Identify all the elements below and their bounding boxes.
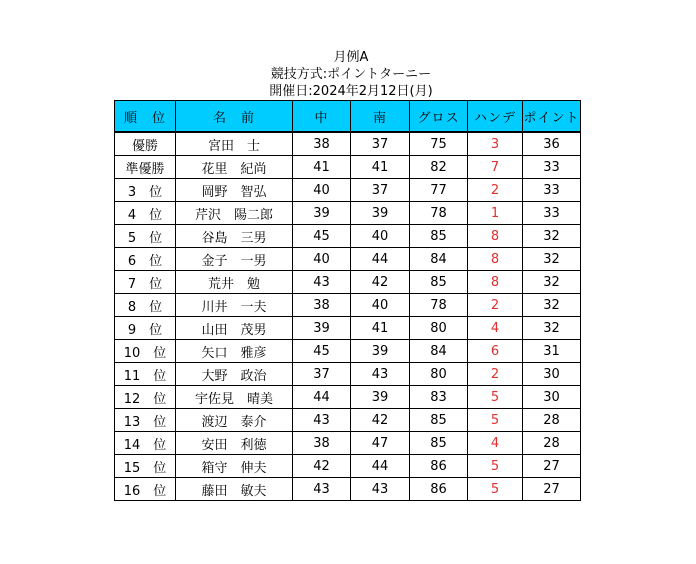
name-cell: 金子 一男 xyxy=(176,248,293,271)
handicap-cell: 7 xyxy=(468,156,523,179)
column-header-gross: グロス xyxy=(410,101,468,133)
points-cell: 31 xyxy=(523,340,581,363)
points-cell: 28 xyxy=(523,432,581,455)
handicap-cell: 2 xyxy=(468,294,523,317)
gross-score-cell: 80 xyxy=(410,363,468,386)
gross-score-cell: 85 xyxy=(410,271,468,294)
name-cell: 岡野 智弘 xyxy=(176,179,293,202)
in-score-cell: 45 xyxy=(293,340,351,363)
table-row xyxy=(115,455,581,478)
points-cell: 36 xyxy=(523,132,581,156)
name-cell: 大野 政治 xyxy=(176,363,293,386)
in-score-cell: 39 xyxy=(293,317,351,340)
gross-score-cell: 85 xyxy=(410,409,468,432)
name-cell: 谷島 三男 xyxy=(176,225,293,248)
points-cell: 30 xyxy=(523,386,581,409)
in-score-cell: 38 xyxy=(293,432,351,455)
handicap-cell: 4 xyxy=(468,432,523,455)
handicap-cell: 5 xyxy=(468,455,523,478)
out-score-cell: 39 xyxy=(351,340,410,363)
event-date: 開催日:2024年2月12日(月) xyxy=(269,84,433,99)
gross-score-cell: 80 xyxy=(410,317,468,340)
gross-score-cell: 77 xyxy=(410,179,468,202)
gross-score-cell: 86 xyxy=(410,455,468,478)
rank-cell: 8 位 xyxy=(115,294,176,317)
handicap-cell: 1 xyxy=(468,202,523,225)
in-score-cell: 42 xyxy=(293,455,351,478)
points-cell: 32 xyxy=(523,294,581,317)
out-score-cell: 44 xyxy=(351,455,410,478)
table-row xyxy=(115,363,581,386)
table-row xyxy=(115,386,581,409)
competition-format: 競技方式:ポイントターニー xyxy=(270,67,432,82)
rank-cell: 4 位 xyxy=(115,202,176,225)
in-score-cell: 40 xyxy=(293,179,351,202)
gross-score-cell: 86 xyxy=(410,478,468,501)
points-cell: 33 xyxy=(523,202,581,225)
name-cell: 荒井 勉 xyxy=(176,271,293,294)
name-cell: 山田 茂男 xyxy=(176,317,293,340)
handicap-cell: 8 xyxy=(468,248,523,271)
gross-score-cell: 82 xyxy=(410,156,468,179)
handicap-cell: 2 xyxy=(468,179,523,202)
table-row xyxy=(115,271,581,294)
handicap-cell: 6 xyxy=(468,340,523,363)
points-cell: 33 xyxy=(523,179,581,202)
gross-score-cell: 85 xyxy=(410,225,468,248)
out-score-cell: 44 xyxy=(351,248,410,271)
rank-cell: 優勝 xyxy=(115,132,176,156)
points-cell: 27 xyxy=(523,478,581,501)
name-cell: 矢口 雅彦 xyxy=(176,340,293,363)
rank-cell: 15 位 xyxy=(115,455,176,478)
handicap-cell: 2 xyxy=(468,363,523,386)
table-row xyxy=(115,409,581,432)
rank-cell: 14 位 xyxy=(115,432,176,455)
points-cell: 33 xyxy=(523,156,581,179)
table-header-row xyxy=(115,101,581,133)
in-score-cell: 43 xyxy=(293,478,351,501)
title-block xyxy=(114,49,588,100)
name-cell: 宇佐見 晴美 xyxy=(176,386,293,409)
table-row xyxy=(115,225,581,248)
name-cell: 川井 一夫 xyxy=(176,294,293,317)
rank-cell: 5 位 xyxy=(115,225,176,248)
rank-cell: 13 位 xyxy=(115,409,176,432)
column-header-rank: 順 位 xyxy=(115,101,176,133)
name-cell: 芹沢 陽二郎 xyxy=(176,202,293,225)
table-row xyxy=(115,156,581,179)
handicap-cell: 3 xyxy=(468,132,523,156)
name-cell: 箱守 伸夫 xyxy=(176,455,293,478)
column-header-name: 名 前 xyxy=(176,101,293,133)
gross-score-cell: 78 xyxy=(410,294,468,317)
gross-score-cell: 75 xyxy=(410,132,468,156)
table-row xyxy=(115,432,581,455)
column-header-in: 中 xyxy=(293,101,351,133)
column-header-points: ポイント xyxy=(523,101,581,133)
points-cell: 27 xyxy=(523,455,581,478)
points-cell: 30 xyxy=(523,363,581,386)
out-score-cell: 37 xyxy=(351,179,410,202)
out-score-cell: 40 xyxy=(351,294,410,317)
table-row xyxy=(115,340,581,363)
name-cell: 花里 紀尚 xyxy=(176,156,293,179)
points-cell: 32 xyxy=(523,248,581,271)
rank-cell: 16 位 xyxy=(115,478,176,501)
table-row xyxy=(115,202,581,225)
in-score-cell: 43 xyxy=(293,409,351,432)
out-score-cell: 43 xyxy=(351,363,410,386)
table-row xyxy=(115,132,581,156)
in-score-cell: 44 xyxy=(293,386,351,409)
column-header-handicap: ハンデ xyxy=(468,101,523,133)
handicap-cell: 4 xyxy=(468,317,523,340)
points-cell: 28 xyxy=(523,409,581,432)
rank-cell: 7 位 xyxy=(115,271,176,294)
out-score-cell: 47 xyxy=(351,432,410,455)
handicap-cell: 5 xyxy=(468,409,523,432)
points-cell: 32 xyxy=(523,271,581,294)
table-row xyxy=(115,248,581,271)
in-score-cell: 39 xyxy=(293,202,351,225)
rank-cell: 3 位 xyxy=(115,179,176,202)
in-score-cell: 41 xyxy=(293,156,351,179)
points-cell: 32 xyxy=(523,225,581,248)
page-title: 月例A xyxy=(333,50,369,65)
out-score-cell: 39 xyxy=(351,202,410,225)
gross-score-cell: 78 xyxy=(410,202,468,225)
rank-cell: 10 位 xyxy=(115,340,176,363)
out-score-cell: 37 xyxy=(351,132,410,156)
table-row xyxy=(115,317,581,340)
out-score-cell: 42 xyxy=(351,271,410,294)
in-score-cell: 40 xyxy=(293,248,351,271)
handicap-cell: 8 xyxy=(468,271,523,294)
name-cell: 藤田 敏夫 xyxy=(176,478,293,501)
out-score-cell: 43 xyxy=(351,478,410,501)
handicap-cell: 5 xyxy=(468,478,523,501)
gross-score-cell: 84 xyxy=(410,248,468,271)
table-row xyxy=(115,179,581,202)
in-score-cell: 45 xyxy=(293,225,351,248)
name-cell: 渡辺 泰介 xyxy=(176,409,293,432)
handicap-cell: 8 xyxy=(468,225,523,248)
gross-score-cell: 84 xyxy=(410,340,468,363)
name-cell: 宮田 士 xyxy=(176,132,293,156)
in-score-cell: 43 xyxy=(293,271,351,294)
name-cell: 安田 利徳 xyxy=(176,432,293,455)
points-cell: 32 xyxy=(523,317,581,340)
in-score-cell: 38 xyxy=(293,132,351,156)
out-score-cell: 41 xyxy=(351,156,410,179)
out-score-cell: 39 xyxy=(351,386,410,409)
rank-cell: 12 位 xyxy=(115,386,176,409)
in-score-cell: 37 xyxy=(293,363,351,386)
results-table xyxy=(114,100,581,501)
rank-cell: 9 位 xyxy=(115,317,176,340)
rank-cell: 6 位 xyxy=(115,248,176,271)
out-score-cell: 40 xyxy=(351,225,410,248)
out-score-cell: 41 xyxy=(351,317,410,340)
handicap-cell: 5 xyxy=(468,386,523,409)
in-score-cell: 38 xyxy=(293,294,351,317)
table-row xyxy=(115,478,581,501)
table-body xyxy=(115,132,581,501)
rank-cell: 準優勝 xyxy=(115,156,176,179)
out-score-cell: 42 xyxy=(351,409,410,432)
rank-cell: 11 位 xyxy=(115,363,176,386)
column-header-out: 南 xyxy=(351,101,410,133)
gross-score-cell: 85 xyxy=(410,432,468,455)
gross-score-cell: 83 xyxy=(410,386,468,409)
table-row xyxy=(115,294,581,317)
